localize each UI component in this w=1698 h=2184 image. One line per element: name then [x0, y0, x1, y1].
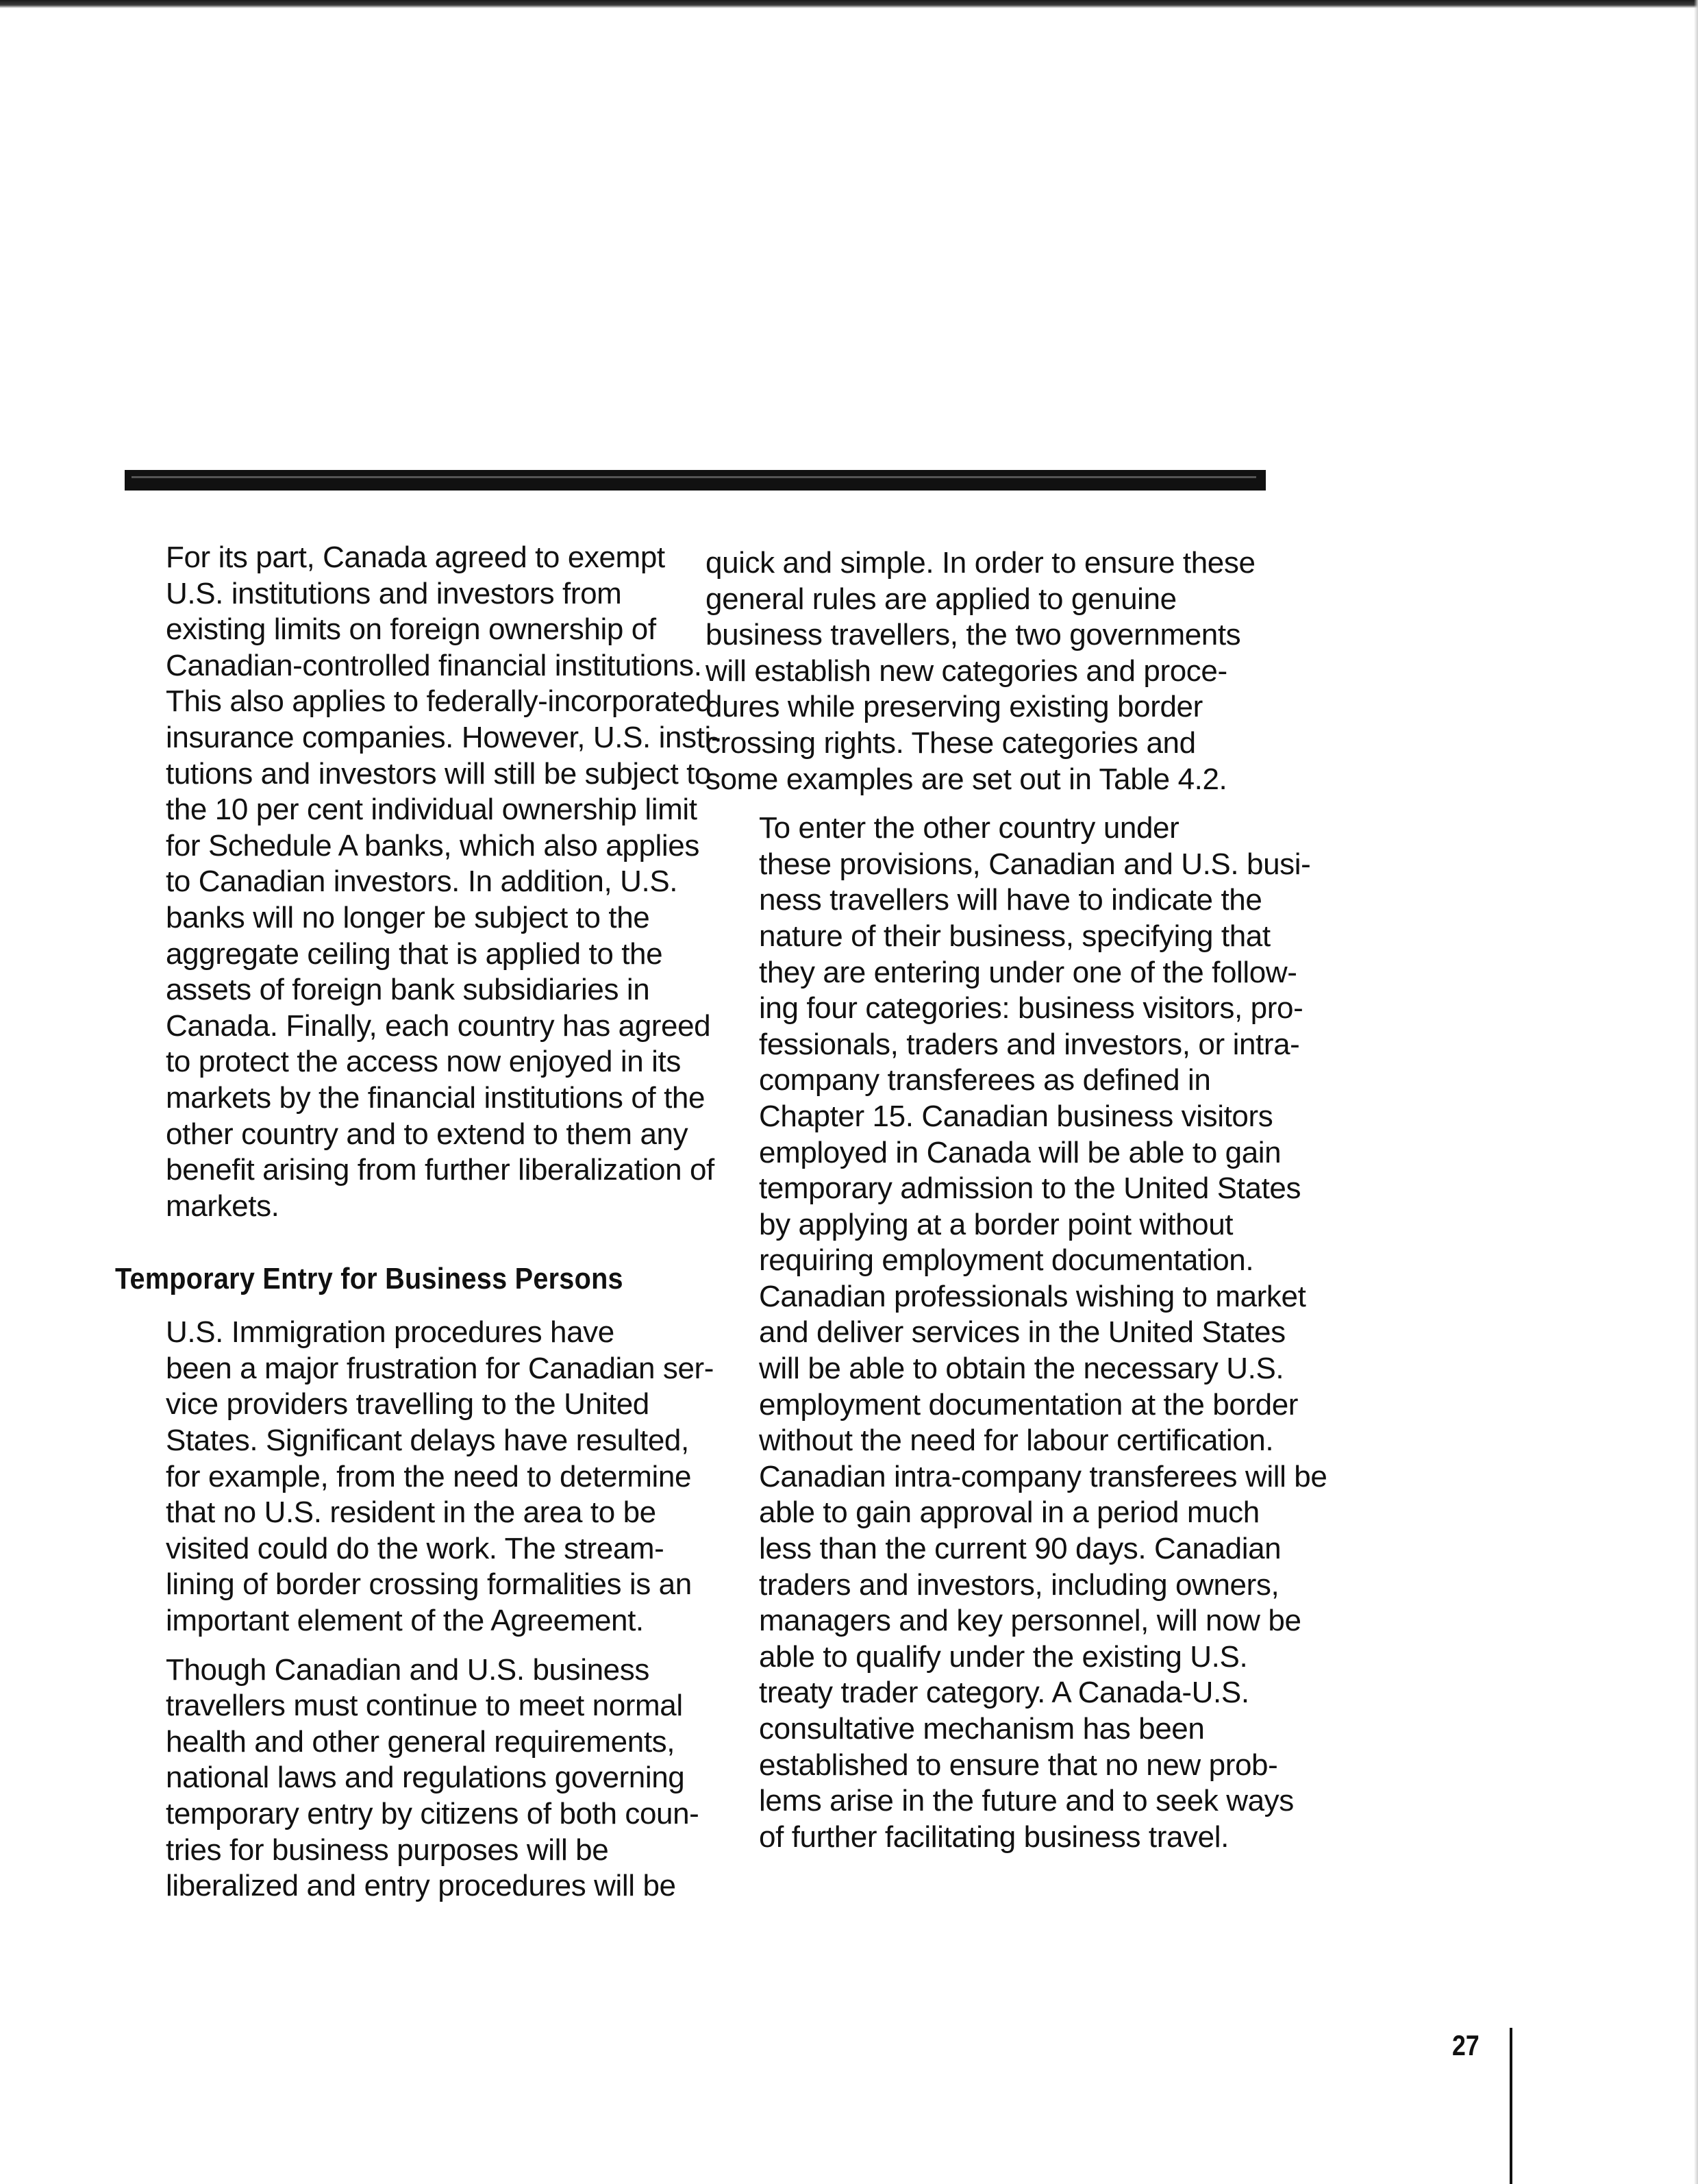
text-line: banks will no longer be subject to the: [166, 900, 650, 934]
text-line: to Canadian investors. In addition, U.S.: [166, 865, 678, 899]
text-line: benefit arising from further liberalization of: [166, 1153, 714, 1187]
text-line: markets by the financial institutions of the: [166, 1080, 706, 1115]
text-line: tutions and investors will still be subject to: [166, 756, 711, 791]
text-line: of further facilitating business travel.: [759, 1820, 1229, 1854]
left-paragraph-2: [112, 1315, 714, 1639]
text-line: dures while preserving existing border: [706, 690, 1203, 724]
section-heading: Temporary Entry for Business Persons: [115, 1262, 623, 1296]
text-line: lems arise in the future and to seek ways: [759, 1784, 1294, 1818]
scan-top-edge: [0, 0, 1698, 8]
text-line: Though Canadian and U.S. business: [166, 1652, 649, 1687]
text-line: less than the current 90 days. Canadian: [759, 1532, 1282, 1566]
text-line: Canadian intra-company transferees will be: [759, 1459, 1327, 1493]
section-rule: [125, 470, 1266, 491]
text-line: This also applies to federally-incorporated: [166, 684, 712, 719]
text-line: that no U.S. resident in the area to be: [166, 1496, 656, 1530]
left-paragraph-3: [112, 1652, 699, 1904]
text-line: nature of their business, specifying that: [759, 919, 1271, 953]
text-line: fessionals, traders and investors, or intra-: [759, 1027, 1300, 1061]
text-line: company transferees as defined in: [759, 1063, 1211, 1097]
text-line: visited could do the work. The stream-: [166, 1531, 664, 1565]
text-line: Canada. Finally, each country has agreed: [166, 1008, 711, 1043]
text-line: ness travellers will have to indicate the: [759, 883, 1262, 917]
text-line: assets of foreign bank subsidiaries in: [166, 973, 650, 1007]
text-line: lining of border crossing formalities is an: [166, 1567, 692, 1602]
text-line: to protect the access now enjoyed in its: [166, 1045, 681, 1079]
text-line: without the need for labour certification.: [759, 1424, 1274, 1458]
text-line: national laws and regulations governing: [166, 1761, 685, 1795]
page-number: 27: [1452, 2029, 1479, 2061]
text-line: able to qualify under the existing U.S.: [759, 1639, 1248, 1674]
text-line: important element of the Agreement.: [166, 1604, 644, 1638]
text-line: Chapter 15. Canadian business visitors: [759, 1099, 1273, 1133]
text-line: treaty trader category. A Canada-U.S.: [759, 1676, 1249, 1710]
text-line: requiring employment documentation.: [759, 1243, 1254, 1278]
text-line: able to gain approval in a period much: [759, 1496, 1260, 1530]
right-paragraph-1: [706, 545, 1284, 797]
right-column: [706, 545, 1327, 1868]
text-line: managers and key personnel, will now be: [759, 1604, 1301, 1638]
text-line: general rules are applied to genuine: [706, 582, 1177, 616]
text-line: For its part, Canada agreed to exempt: [166, 541, 665, 574]
text-line: markets.: [166, 1189, 279, 1223]
text-line: temporary admission to the United States: [759, 1171, 1301, 1206]
text-line: tries for business purposes will be: [166, 1833, 609, 1867]
text-line: they are entering under one of the follow-: [759, 955, 1297, 989]
text-line: existing limits on foreign ownership of: [166, 612, 656, 647]
text-line: Canadian professionals wishing to market: [759, 1279, 1306, 1313]
text-line: been a major frustration for Canadian ser-: [166, 1351, 714, 1385]
text-line: these provisions, Canadian and U.S. busi-: [759, 847, 1311, 881]
text-line: ing four categories: business visitors, pro-: [759, 991, 1303, 1026]
text-line: for example, from the need to determine: [166, 1459, 692, 1493]
text-line: Canadian-controlled financial institutions.: [166, 648, 702, 682]
text-line: some examples are set out in Table 4.2.: [706, 762, 1227, 796]
text-line: health and other general requirements,: [166, 1724, 675, 1759]
text-line: consultative mechanism has been: [759, 1712, 1205, 1746]
text-line: insurance companies. However, U.S. insti-: [166, 720, 721, 754]
text-line: liberalized and entry procedures will be: [166, 1869, 676, 1903]
scan-right-edge: [1694, 0, 1698, 2184]
text-line: traders and investors, including owners,: [759, 1567, 1279, 1602]
text-line: employed in Canada will be able to gain: [759, 1135, 1282, 1169]
text-line: quick and simple. In order to ensure these: [706, 546, 1256, 580]
left-column: [112, 540, 721, 1918]
text-line: other country and to extend to them any: [166, 1117, 688, 1151]
text-line: U.S. Immigration procedures have: [166, 1315, 614, 1350]
text-line: established to ensure that no new prob-: [759, 1748, 1278, 1782]
text-line: To enter the other country under: [759, 811, 1179, 845]
text-line: crossing rights. These categories and: [706, 725, 1196, 760]
text-line: vice providers travelling to the United: [166, 1387, 649, 1422]
text-line: States. Significant delays have resulted,: [166, 1424, 689, 1458]
text-line: by applying at a border point without: [759, 1207, 1234, 1241]
text-line: the 10 per cent individual ownership limit: [166, 793, 697, 827]
left-paragraph-1: [112, 540, 721, 1224]
right-paragraph-2: [706, 810, 1327, 1855]
text-line: will be able to obtain the necessary U.S.: [759, 1352, 1284, 1386]
text-line: business travellers, the two governments: [706, 618, 1241, 652]
text-line: travellers must continue to meet normal: [166, 1689, 683, 1723]
text-line: and deliver services in the United States: [759, 1315, 1286, 1350]
text-line: U.S. institutions and investors from: [166, 576, 622, 610]
text-line: aggregate ceiling that is applied to the: [166, 936, 663, 971]
text-line: temporary entry by citizens of both coun-: [166, 1797, 699, 1831]
text-line: will establish new categories and proce-: [706, 654, 1227, 688]
text-line: for Schedule A banks, which also applies: [166, 828, 699, 863]
text-line: employment documentation at the border: [759, 1387, 1299, 1422]
page-number-bar: [1510, 2028, 1512, 2184]
